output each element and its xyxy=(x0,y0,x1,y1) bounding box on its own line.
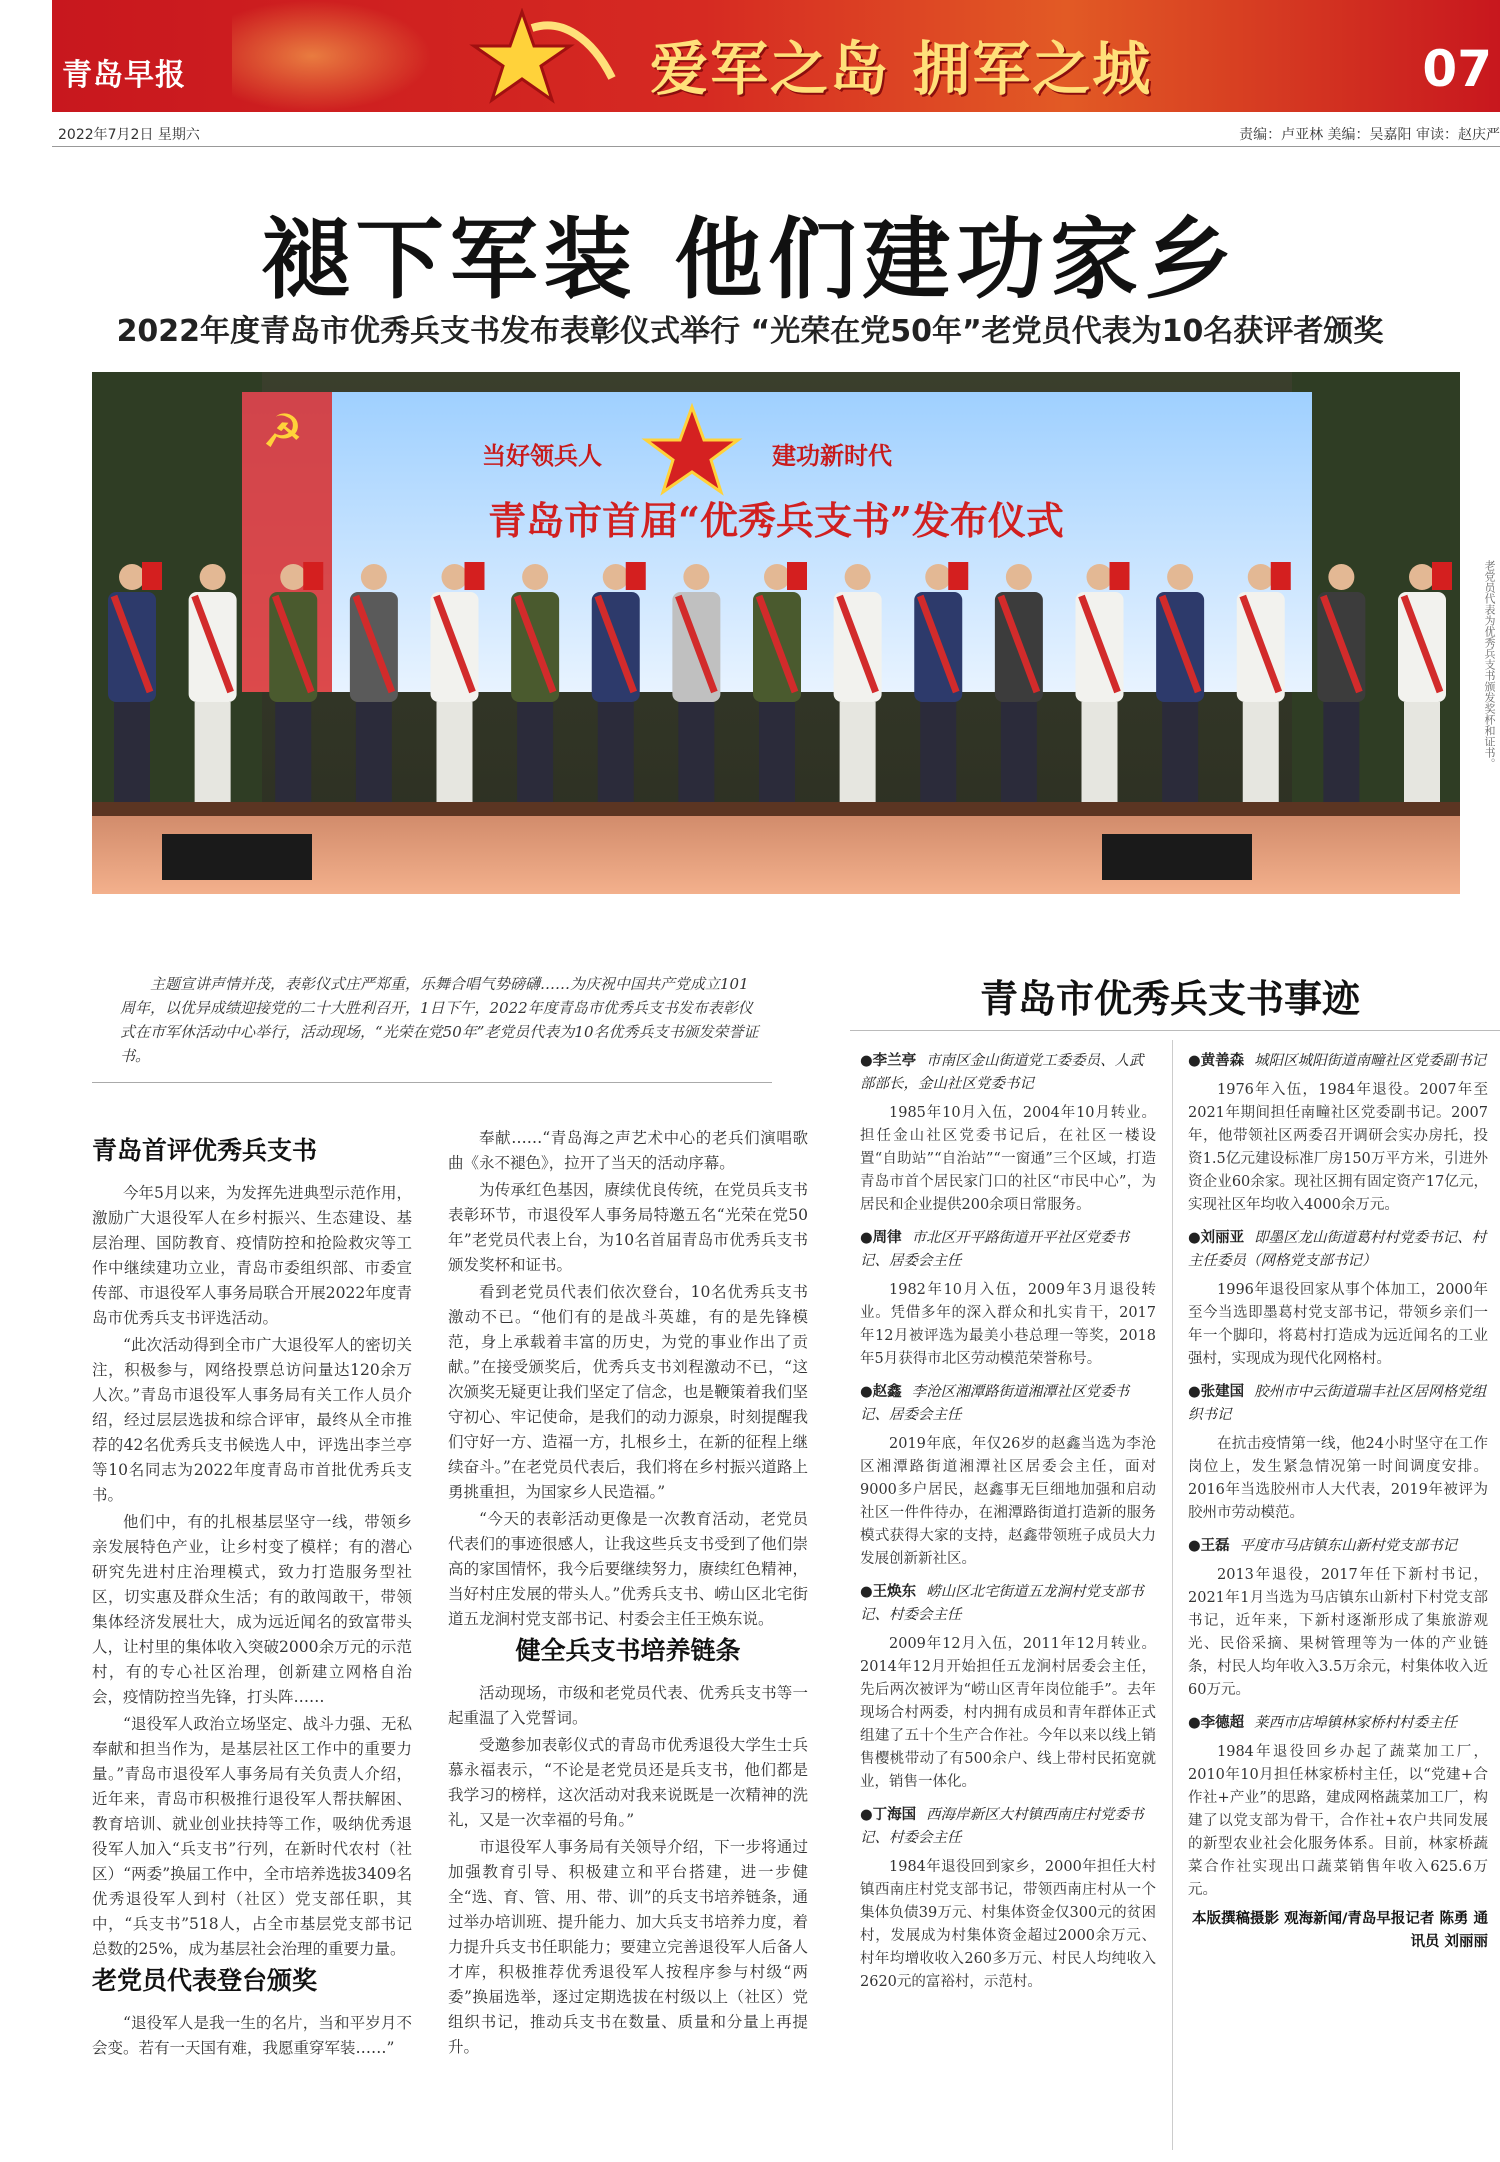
person-figure xyxy=(753,562,807,802)
person-figure xyxy=(1317,564,1365,802)
profile-name: ●黄善森 xyxy=(1188,1053,1245,1069)
masthead-flare xyxy=(232,0,432,112)
profile-text: 1976年入伍，1984年退役。2007年至2021年期间担任南疃社区党委副书记。2007年，他带领社区两委召开调研会实办房托，投资1.5亿元建设标准厂房150万平方米，引进外资企业60余家。现社区拥有固定资产17亿元，实现社区年均收入4000余万元。 xyxy=(1188,1082,1488,1213)
paragraph: “此次活动得到全市广大退役军人的密切关注，积极参与，网络投票总访问量达120余万人次。”青岛市退役军人事务局有关工作人员介绍，经过层层选拔和综合评审，最终从全市推荐的42名优秀兵支书候选人中，评选出李兰亭等10名同志为2022年度青岛市首批优秀兵支书。 xyxy=(92,1336,412,1504)
paragraph: 活动现场，市级和老党员代表、优秀兵支书等一起重温了入党誓词。 xyxy=(448,1684,808,1727)
paragraph: 市退役军人事务局有关领导介绍，下一步将通过加强教育引导、积极建立和平台搭建，进一步健全“选、育、管、用、带、训”的兵支书培养链条，通过举办培训班、提升能力、加大兵支书培养力度，着力提升兵支书任职能力；要建立完善退役军人后备人才库，积极推荐优秀退役军人按程序参与村级“两委”换届选举，逐过定期选拔在村级以上（社区）党组织书记，推动兵支书在数量、质量和分量上再提升。 xyxy=(448,1838,808,2056)
people-group xyxy=(108,562,1452,802)
profile-name: ●刘丽亚 xyxy=(1188,1230,1245,1246)
article-column-2 xyxy=(448,1126,808,2062)
profiles-column-b xyxy=(1188,1040,1488,1954)
section-title: 爱军之岛 拥军之城 xyxy=(650,35,1153,103)
ceremony-photo xyxy=(92,372,1460,894)
profile-name: ●赵鑫 xyxy=(860,1384,902,1400)
section-heading: 健全兵支书培养链条 xyxy=(515,1636,741,1665)
dateline: 2022年7月2日 星期六 xyxy=(58,127,200,143)
person-figure xyxy=(914,562,968,802)
profile-text: 1984年退役回到家乡，2000年担任大村镇西南庄村党支部书记，带领西南庄村从一个集体负债39万元、村集体资金仅300元的贫困村，发展成为村集体资金超过2000余万元、村年均增收收入260多万元、村民人均纯收入2620元的富裕村，示范村。 xyxy=(860,1859,1156,1990)
section-heading: 老党员代表登台颁奖 xyxy=(92,1966,318,1995)
profile-entry xyxy=(1188,1381,1488,1525)
profile-name: ●李德超 xyxy=(1188,1715,1245,1731)
profile-role: 平度市马店镇东山新村党支部书记 xyxy=(1239,1538,1458,1554)
person-figure xyxy=(431,562,485,802)
profile-entry xyxy=(860,1050,1156,1217)
profile-entry xyxy=(860,1581,1156,1794)
person-figure xyxy=(189,564,237,802)
byline: 本版撰稿摄影 观海新闻/青岛早报记者 陈勇 通讯员 刘丽丽 xyxy=(1192,1911,1488,1950)
stage-speaker xyxy=(1102,834,1252,880)
person-figure xyxy=(1237,562,1291,802)
page-number: 07 xyxy=(1422,40,1492,98)
subheadline: 2022年度青岛市优秀兵支书发布表彰仪式举行 “光荣在党50年”老党员代表为10名获评者颁奖 xyxy=(116,314,1384,349)
profile-name: ●周律 xyxy=(860,1230,902,1246)
profile-text: 2013年退役，2017年任下新村书记，2021年1月当选为马店镇东山新村下村党支部书记，近年来，下新村逐渐形成了集旅游观光、民俗采摘、果树管理等为一体的产业链条，村民人均年收入3.5万余元，村集体收入近60万元。 xyxy=(1188,1567,1488,1698)
profile-role: 崂山区北宅街道五龙涧村党支部书记、村委会主任 xyxy=(860,1584,1144,1623)
lead-paragraph: 主题宣讲声情并茂，表彰仪式庄严郑重，乐舞合唱气势磅礴……为庆祝中国共产党成立101周年，以优异成绩迎接党的二十大胜利召开，1日下午，2022年度青岛市优秀兵支书发布表彰仪式在市军休活动中心举行，活动现场，“光荣在党50年”老党员代表为10名优秀兵支书颁发荣誉证书。 xyxy=(120,975,759,1065)
person-figure xyxy=(592,562,646,802)
banner-left: 当好领兵人 xyxy=(482,441,602,470)
paper-name: 青岛早报 xyxy=(62,58,186,93)
profile-entry xyxy=(1188,1227,1488,1371)
profile-entry xyxy=(1188,1535,1488,1702)
profile-role: 即墨区龙山街道葛村村党委书记、村主任委员（网格党支部书记） xyxy=(1188,1230,1487,1269)
profile-role: 李沧区湘潭路街道湘潭社区党委书记、居委会主任 xyxy=(860,1384,1130,1423)
paragraph: “退役军人政治立场坚定、战斗力强、无私奉献和担当作为，是基层社区工作中的重要力量。”青岛市退役军人事务局有关负责人介绍，近年来，青岛市积极推行退役军人帮扶解困、教育培训、就业创业扶持等工作，吸纳优秀退役军人加入“兵支书”行列，在新时代农村（社区）“两委”换届工作中，全市培养选拔3409名优秀退役军人到村（社区）党支部任职，其中，“兵支书”518人，占全市基层党支部书记总数的25%，成为基层社会治理的重要力量。 xyxy=(92,1715,412,1958)
person-figure xyxy=(269,562,323,802)
person-figure xyxy=(834,564,882,802)
column-divider xyxy=(1172,1040,1173,2150)
paragraph: 他们中，有的扎根基层坚守一线，带领乡亲发展特色产业，让乡村变了模样；有的潜心研究先进村庄治理模式，致力打造服务型社区，切实惠及群众生活；有的敢闯敢干，带领集体经济发展壮大，成为远近闻名的致富带头人，让村里的集体收入突破2000余万元的示范村，有的专心社区治理，创新建立网格自治会，疫情防控当先锋，打头阵…… xyxy=(92,1513,412,1706)
profile-text: 1985年10月入伍，2004年10月转业。担任金山社区党委书记后，在社区一楼设置“自助站”“自治站”“一窗通”三个区域，打造青岛市首个居民家门口的社区“市民中心”，为居民和企业提供200余项日常服务。 xyxy=(860,1105,1156,1213)
headline: 褪下军装 他们建功家乡 xyxy=(261,208,1239,311)
profile-name: ●丁海国 xyxy=(860,1807,917,1823)
person-figure xyxy=(350,564,398,802)
paragraph: “退役军人是我一生的名片，当和平岁月不会变。若有一天国有难，我愿重穿军装……” xyxy=(92,2014,412,2057)
person-figure xyxy=(1156,564,1204,802)
paragraph: 今年5月以来，为发挥先进典型示范作用，激励广大退役军人在乡村振兴、生态建设、基层治理、国防教育、疫情防控和抢险救灾等工作中继续建功立业，青岛市委组织部、市委宣传部、市退役军人事务局联合开展2022年度青岛市优秀兵支书评选活动。 xyxy=(92,1184,412,1327)
paragraph: 受邀参加表彰仪式的青岛市优秀退役大学生士兵慕永福表示，“不论是老党员还是兵支书，他们都是我学习的榜样，这次活动对我来说既是一次精神的洗礼，又是一次幸福的号角。” xyxy=(448,1736,808,1829)
profile-role: 市南区金山街道党工委委员、人武部部长，金山社区党委书记 xyxy=(860,1053,1144,1092)
profile-name: ●李兰亭 xyxy=(860,1053,917,1069)
section-heading: 青岛首评优秀兵支书 xyxy=(92,1136,318,1165)
banner-right: 建功新时代 xyxy=(772,441,892,470)
profile-name: ●王磊 xyxy=(1188,1538,1230,1554)
editor-credits: 责编：卢亚林 美编：吴嘉阳 审读：赵庆严 xyxy=(1239,127,1500,143)
divider xyxy=(52,146,1500,147)
article-column-1 xyxy=(92,1132,412,2063)
stage-speaker xyxy=(162,834,312,880)
profile-name: ●王焕东 xyxy=(860,1584,917,1600)
party-emblem-icon: ☭ xyxy=(262,404,304,458)
paragraph: “今天的表彰活动更像是一次教育活动，老党员代表们的事迹很感人，让我这些兵支书受到了他们崇高的家国情怀，我今后要继续努力，赓续红色精神，当好村庄发展的带头人。”优秀兵支书、崂山区北宅街道五龙涧村党支部书记、村委会主任王焕东说。 xyxy=(448,1510,808,1628)
photo-caption: 老党员代表为优秀兵支书颁发奖杯和证书。 xyxy=(1483,560,1496,769)
profile-text: 1984年退役回乡办起了蔬菜加工厂，2010年10月担任林家桥村主任，以“党建+合作社+产业”的思路，建成网格蔬菜加工厂，构建了以党支部为骨干，合作社+农户共同发展的新型农业社会化服务体系。目前，林家桥蔬菜合作社实现出口蔬菜销售年收入625.6万元。 xyxy=(1188,1744,1488,1898)
paragraph: 为传承红色基因，赓续优良传统，在党员兵支书表彰环节，市退役军人事务局特邀五名“光荣在党50年”老党员代表上台，为10名首届青岛市优秀兵支书颁发奖杯和证书。 xyxy=(448,1181,808,1274)
profile-entry xyxy=(860,1381,1156,1571)
person-figure xyxy=(511,564,559,802)
profile-role: 莱西市店埠镇林家桥村村委主任 xyxy=(1254,1715,1458,1731)
profiles-column-a xyxy=(860,1040,1156,1994)
ceremony-photo-illustration xyxy=(92,372,1460,894)
profile-entry xyxy=(1188,1050,1488,1217)
sidebar-title: 青岛市优秀兵支书事迹 xyxy=(979,976,1360,1021)
divider xyxy=(850,1030,1500,1031)
person-figure xyxy=(1076,562,1130,802)
profile-entry xyxy=(1188,1712,1488,1902)
person-figure xyxy=(672,564,720,802)
profile-text: 2019年底，年仅26岁的赵鑫当选为李沧区湘潭路街道湘潭社区居委会主任，面对9000多户居民，赵鑫事无巨细地加强和启动社区一件件待办，在湘潭路街道打造新的服务模式获得大家的支持，赵鑫带领班子成员大力发展创新新社区。 xyxy=(860,1436,1156,1567)
profile-text: 2009年12月入伍，2011年12月转业。2014年12月开始担任五龙涧村居委会主任，先后两次被评为“崂山区青年岗位能手”。去年现场合村两委，村内拥有成员和青年群体正式组建了五十个生产合作社。今年以来以线上销售樱桃带动了有500余户、线上带村民拓宽就业，销售一体化。 xyxy=(860,1636,1156,1790)
profile-entry xyxy=(860,1227,1156,1371)
profile-name: ●张建国 xyxy=(1188,1384,1245,1400)
divider xyxy=(92,1082,772,1083)
profile-text: 1982年10月入伍，2009年3月退役转业。凭借多年的深入群众和扎实肯干，2017年12月被评选为最美小巷总理一等奖，2018年5月获得市北区劳动模范荣誉称号。 xyxy=(860,1282,1156,1367)
profile-text: 在抗击疫情第一线，他24小时坚守在工作岗位上，发生紧急情况第一时间调度安排。2016年当选胶州市人大代表，2019年被评为胶州市劳动模范。 xyxy=(1188,1436,1488,1521)
profile-role: 西海岸新区大村镇西南庄村党委书记、村委会主任 xyxy=(860,1807,1144,1846)
star-logo-icon xyxy=(462,8,622,104)
profile-entry xyxy=(860,1804,1156,1994)
banner-title: 青岛市首届“优秀兵支书”发布仪式 xyxy=(488,498,1064,543)
paragraph: 奉献……“青岛海之声艺术中心的老兵们演唱歌曲《永不褪色》，拉开了当天的活动序幕。 xyxy=(448,1129,808,1172)
profile-role: 城阳区城阳街道南疃社区党委副书记 xyxy=(1254,1053,1487,1069)
profile-text: 1996年退役回家从事个体加工，2000年至今当选即墨葛村党支部书记，带领乡亲们一年一个脚印，将葛村打造成为远近闻名的工业强村，实现成为现代化网格村。 xyxy=(1188,1282,1488,1367)
paragraph: 看到老党员代表们依次登台，10名优秀兵支书激动不已。“他们有的是战斗英雄，有的是先锋模范，身上承载着丰富的历史，为党的事业作出了贡献。”在接受颁奖后，优秀兵支书刘程激动不已，“这次颁奖无疑更让我们坚定了信念，也是鞭策着我们坚守初心、牢记使命，是我们的动力源泉，时刻提醒我们守好一方、造福一方，扎根乡土，在新的征程上继续奋斗。”在老党员代表后，我们将在乡村振兴道路上勇挑重担，为国家乡人民造福。” xyxy=(448,1283,808,1501)
person-figure xyxy=(995,564,1043,802)
profile-role: 市北区开平路街道开平社区党委书记、居委会主任 xyxy=(860,1230,1130,1269)
masthead xyxy=(52,0,1500,112)
profile-role: 胶州市中云街道瑞丰社区居网格党组织书记 xyxy=(1188,1384,1487,1423)
